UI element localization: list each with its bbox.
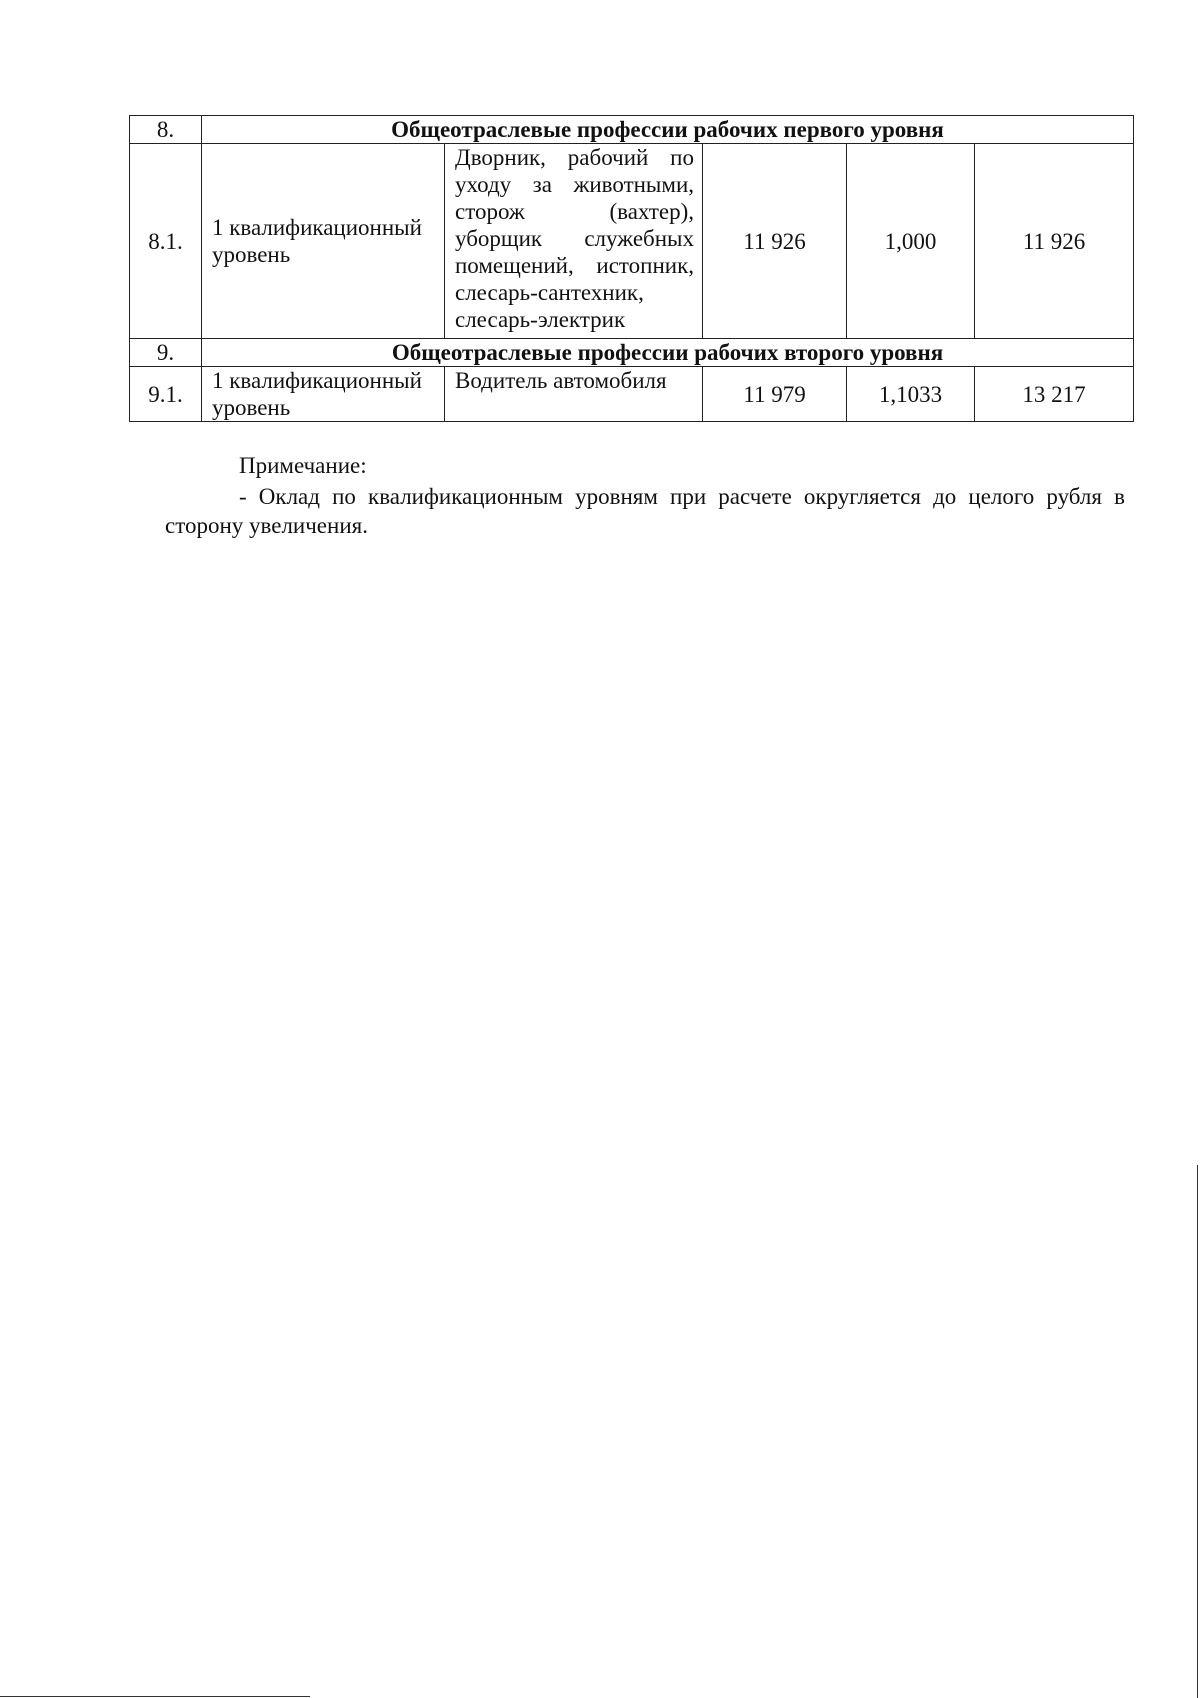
qualification-level: 1 квалификационный уровень (202, 144, 445, 339)
row-number: 8.1. (130, 144, 202, 339)
scan-edge-bottom (0, 1696, 310, 1697)
table-row (130, 367, 1134, 422)
profession-list: Дворник, рабочий по уходу за животными, сторож (вахтер), уборщик служебных помещений, истопник, слесарь-сантехник, слесарь-электрик (445, 144, 703, 339)
scan-edge-right (1197, 1165, 1198, 1698)
section-number: 8. (130, 116, 202, 144)
section-title: Общеотраслевые профессии рабочих второго уровня (202, 339, 1134, 367)
section-title: Общеотраслевые профессии рабочих первого уровня (202, 116, 1134, 144)
qualification-level: 1 квалификационный уровень (202, 367, 445, 422)
section-number: 9. (130, 339, 202, 367)
row-number: 9.1. (130, 367, 202, 422)
note-text: - Оклад по квалификационным уровням при расчете округляется до целого рубля в сторону увеличения. (165, 484, 1125, 538)
profession-list: Водитель автомобиля (445, 367, 703, 422)
table-row (130, 144, 1134, 339)
section-row-9 (130, 339, 1134, 367)
salary: 11 926 (975, 144, 1134, 339)
salary: 13 217 (975, 367, 1134, 422)
note-title: Примечание: (239, 453, 367, 478)
section-row-8 (130, 116, 1134, 144)
base-salary: 11 979 (703, 367, 847, 422)
coefficient: 1,1033 (847, 367, 975, 422)
coefficient: 1,000 (847, 144, 975, 339)
base-salary: 11 926 (703, 144, 847, 339)
salary-table (129, 115, 1134, 422)
